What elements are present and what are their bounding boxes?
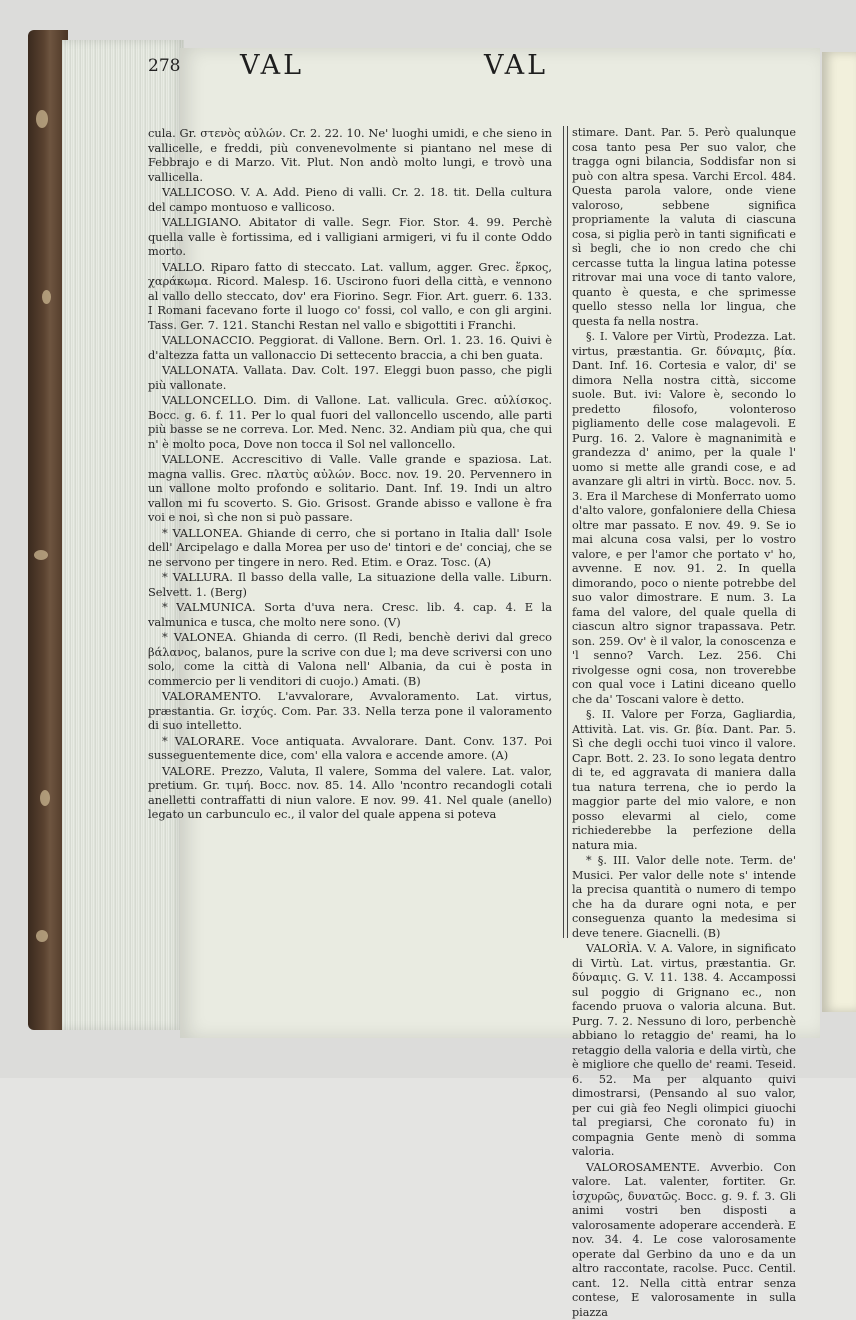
dictionary-entry: VALORE. Prezzo, Valuta, Il valere, Somma del valere. Lat. valor, pretium. Gr. τιμή. Bocc. nov. 85. 14. Allo 'ncontro recandogli cotali anelletti contraffatti di niun valore. E nov. 99. 41. Nel quale (anello) legato un carbunculo ec., il valor del quale appena si poteva (148, 764, 552, 822)
dictionary-entry: VALLIGIANO. Abitator di valle. Segr. Fior. Stor. 4. 99. Perchè quella valle è fortissima, ed i valligiani armigeri, vi fu il conte Oddo morto. (148, 215, 552, 259)
dictionary-entry: stimare. Dant. Par. 5. Però qualunque cosa tanto pesa Per suo valor, che tragga ogni bilancia, Soddisfar non si può con altra spesa. Varchi Ercol. 484. Questa parola valore, onde viene valoroso, sebbene significa propriamente la valuta di ciascuna cosa, si piglia però in tanti significati e sì begli, che io non credo che chi cercasse tutta la lingua latina potesse ritrovar mai una voce di tanto valore, quanto è questa, e che sprimesse quello stesso nella lor lingua, che questa fa nella nostra. (572, 126, 796, 329)
left-running-head: VAL (240, 50, 304, 81)
dictionary-entry: VALLONATA. Vallata. Dav. Colt. 197. Eleggi buon passo, che pigli più vallonate. (148, 363, 552, 392)
dictionary-entry: VALLICOSO. V. A. Add. Pieno di valli. Cr. 2. 18. tit. Della cultura del campo montuoso e vallicoso. (148, 185, 552, 214)
running-header (0, 48, 856, 88)
facing-page-edge (822, 52, 856, 1012)
dictionary-entry: VALORÌA. V. A. Valore, in significato di Virtù. Lat. virtus, præstantia. Gr. δύναμις. G. V. 11. 138. 4. Accampossi sul poggio di Grignano ec., non facendo pruova o valoria alcuna. But. Purg. 7. 2. Nessuno di loro, perbenchè abbiano lo retaggio de' reami, ha lo retaggio della valoria e della virtù, che è migliore che quello de' reami. Teseid. 6. 52. Ma per alquanto quivi dimostrarsi, (Pensando al suo valor, per cui già feo Negli olimpici giuochi tal pregiarsi, Che coronato fu) in compagnia Gente menò di somma valoria. (572, 942, 796, 1160)
dictionary-entry: * VALLONEA. Ghiande di cerro, che si portano in Italia dall' Isole dell' Arcipelago e dalla Morea per uso de' tintori e de' conciaj, che se ne servono per tingere in nero. Red. Etim. e Oraz. Tosc. (A) (148, 526, 552, 570)
dictionary-entry: * VALLURA. Il basso della valle, La situazione della valle. Liburn. Selvett. 1. (Berg) (148, 570, 552, 599)
dictionary-entry: VALLO. Riparo fatto di steccato. Lat. vallum, agger. Grec. ἕρκος, χαράκωμα. Ricord. Malesp. 16. Uscirono fuori della città, e vennono al vallo dello steccato, dov' era Fiorino. Segr. Fior. Art. guerr. 6. 133. I Romani facevano forte il luogo co' fossi, col vallo, e con gli argini. Tass. Ger. 7. 121. Stanchi Restan nel vallo e sbigottiti i Franchi. (148, 260, 552, 333)
page-number: 278 (148, 56, 180, 76)
dictionary-entry: VALORAMENTO. L'avvalorare, Avvaloramento. Lat. virtus, præstantia. Gr. ἰσχύς. Com. Par. 33. Nella terza pone il valoramento di suo intelletto. (148, 689, 552, 733)
dictionary-entry: VALLONE. Accrescitivo di Valle. Valle grande e spaziosa. Lat. magna vallis. Grec. πλατὺς αὐλών. Bocc. nov. 19. 20. Pervennero in un vallone molto profondo e solitario. Dant. Inf. 19. Indi un altro vallon mi fu scoverto. S. Gio. Grisost. Grande abisso e vallone è fra voi e noi, sì che non si può passare. (148, 452, 552, 525)
dictionary-entry: * VALMUNICA. Sorta d'uva nera. Cresc. lib. 4. cap. 4. E la valmunica e tusca, che molto nere sono. (V) (148, 600, 552, 629)
dictionary-entry: §. II. Valore per Forza, Gagliardia, Attività. Lat. vis. Gr. βία. Dant. Par. 5. Sì che degli occhi tuoi vinco il valore. Capr. Bott. 2. 23. Io sono legata dentro di te, ed aggravata di maniera dalla tua natura terrena, che io perdo la maggior parte del mio valore, e non posso elevarmi al cielo, come richiederebbe la perfezione della natura mia. (572, 708, 796, 853)
column-divider (563, 126, 568, 938)
right-column (572, 126, 796, 956)
dictionary-entry: * VALORARE. Voce antiquata. Avvalorare. Dant. Conv. 137. Poi susseguentemente dice, com' ella valora e accende amore. (A) (148, 734, 552, 763)
dictionary-entry: * §. III. Valor delle note. Term. de' Musici. Per valor delle note s' intende la precisa quantità o numero di tempo che ha da durare ogni nota, e per conseguenza quanto la medesima si deve tenere. Giacnelli. (B) (572, 854, 796, 941)
dictionary-entry: * VALONEA. Ghianda di cerro. (Il Redi, benchè derivi dal greco βάλανος, balanos, pure la scrive con due l; ma deve scriversi con uno solo, come la città di Valona nell' Albania, da cui è posta in commercio per li venditori di cuojo.) Amati. (B) (148, 630, 552, 688)
dictionary-entry: §. I. Valore per Virtù, Prodezza. Lat. virtus, præstantia. Gr. δύναμις, βία. Dant. Inf. 16. Cortesia e valor, di' se dimora Nella nostra città, siccome suole. But. ivi: Valore è, secondo lo predetto filosofo, volonteroso pigliamento delle cose malagevoli. E Purg. 16. 2. Valore è magnanimità e grandezza d' animo, per la quale l' uomo si mette alle grandi cose, e ad avanzare gli altri in virtù. Bocc. nov. 5. 3. Era il Marchese di Monferrato uomo d'alto valore, gonfaloniere della Chiesa oltre mar passato. E nov. 49. 9. Se io mai alcuna cosa valsi, per lo vostro valore, e per l'amor che portato v' ho, avvenne. E nov. 91. 2. In quella dimorando, poco o niente potrebbe del suo valor dimostrare. E num. 3. La fama del valore, del quale quella di ciascun altro signor trapassava. Petr. son. 259. Ov' è il valor, la conoscenza e 'l senno? Varch. Lez. 256. Chi rivolgesse ogni cosa, non troverebbe con qual voce i Latini diceano quello che da' Toscani valore è detto. (572, 330, 796, 707)
dictionary-entry: VALLONACCIO. Peggiorat. di Vallone. Bern. Orl. 1. 23. 16. Quivi è d'altezza fatta un vallonaccio Di settecento braccia, a chi ben guata. (148, 333, 552, 362)
right-running-head: VAL (484, 50, 548, 81)
dictionary-entry: cula. Gr. στενὸς αὐλών. Cr. 2. 22. 10. Ne' luoghi umidi, e che sieno in vallicelle, e freddi, più convenevolmente si piantano nel mese di Febbrajo e di Marzo. Vit. Plut. Non andò molto lungi, e trovò una vallicella. (148, 126, 552, 184)
dictionary-entry: VALLONCELLO. Dim. di Vallone. Lat. vallicula. Grec. αὐλίσκος. Bocc. g. 6. f. 11. Per lo qual fuori del valloncello uscendo, alle parti più basse se ne correva. Lor. Med. Nenc. 32. Andiam più qua, che qui n' è molto poca, Dove non tocca il Sol nel valloncello. (148, 393, 552, 451)
left-column (148, 126, 552, 956)
dictionary-entry: VALOROSAMENTE. Avverbio. Con valore. Lat. valenter, fortiter. Gr. ἰσχυρῶς, δυνατῶς. Bocc. g. 9. f. 3. Gli animi vostri ben disposti a valorosamente adoperare accenderà. E nov. 34. 4. Le cose valorosamente operate dal Gerbino da uno e da un altro raccontate, racolse. Pucc. Centil. cant. 12. Nella città entrar senza contese, E valorosamente in sulla piazza (572, 1161, 796, 1320)
